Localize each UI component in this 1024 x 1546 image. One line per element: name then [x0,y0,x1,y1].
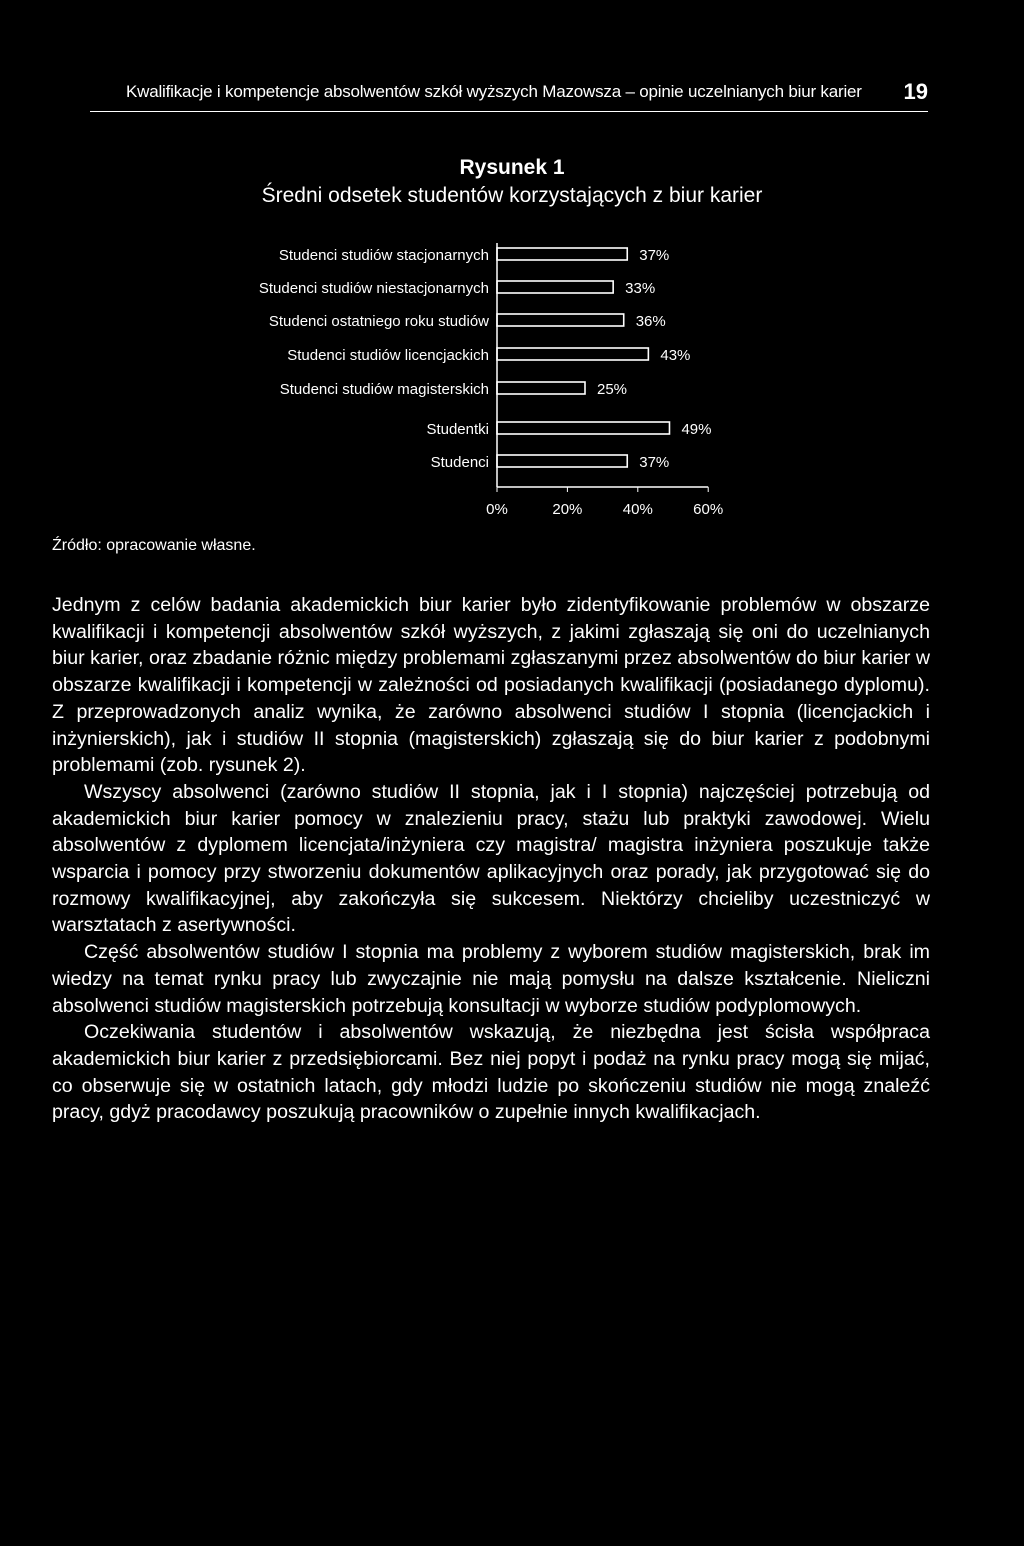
bar-chart [0,0,1024,560]
data-label: 37% [639,247,670,264]
x-tick-label: 60% [693,501,724,518]
page-number: 19 [903,79,928,104]
paragraph: Wszyscy absolwenci (zarówno studiów II stopnia, jak i I stopnia) najczęściej potrzebują od akademickich biur karier pomocy w znalezieniu pracy, stażu lub praktyki zawodowej. Wielu absolwentów z dyplomem licencjata/inżyniera czy magistra/ magistra inżyniera poszukuje także wsparcia i pomocy przy stworzeniu dokumentów aplikacyjnych oraz porady, jak przygotować się do rozmowy kwalifikacyjnej, aby zakończyła się sukcesem. Niektórzy chcieliby uczestniczyć w warsztatach z asertywności. [52,780,930,937]
figure-source: Źródło: opracowanie własne. [52,537,256,554]
data-label: 33% [625,280,656,297]
category-label: Studentki [426,421,489,438]
bar [497,248,627,260]
data-label: 43% [660,347,691,364]
category-label: Studenci studiów licencjackich [287,347,489,364]
body-text [52,592,930,1126]
data-label: 36% [635,313,666,330]
data-label: 37% [639,454,670,471]
category-label: Studenci ostatniego roku studiów [268,313,489,330]
x-tick-label: 20% [552,501,583,518]
figure-label: Rysunek 1 [459,156,565,179]
category-label: Studenci studiów niestacjonarnych [258,280,489,297]
bar [497,455,627,467]
category-label: Studenci studiów stacjonarnych [278,247,489,264]
bar [497,314,624,326]
bar [497,422,669,434]
paragraph: Część absolwentów studiów I stopnia ma problemy z wyborem studiów magisterskich, brak im wiedzy na temat rynku pracy lub zwyczajnie nie mają pomysłu na dalsze kształcenie. Nieliczni absolwenci studiów magisterskich potrzebują konsultacji w wyborze studiów podyplomowych. [52,941,930,1017]
running-title: Kwalifikacje i kompetencje absolwentów szkół wyższych Mazowsza – opinie uczelnianych biur karier [126,82,862,101]
data-label: 49% [681,421,712,438]
x-tick-label: 40% [622,501,653,518]
bar [497,382,585,394]
category-label: Studenci [430,454,489,471]
category-label: Studenci studiów magisterskich [279,381,489,398]
figure-title: Średni odsetek studentów korzystających z biur karier [261,184,763,207]
paragraph: Oczekiwania studentów i absolwentów wskazują, że niezbędna jest ścisła współpraca akademickich biur karier z przedsiębiorcami. Bez niej popyt i podaż na rynku pracy mogą się mijać, co obserwuje się w ostatnich latach, gdy młodzi ludzie po skończeniu studiów nie mogą znaleźć pracy, gdyż pracodawcy poszukują pracowników o zupełnie innych kwalifikacjach. [52,1021,930,1124]
paragraph: Jednym z celów badania akademickich biur karier było zidentyfikowanie problemów w obszarze kwalifikacji i kompetencji absolwentów szkół wyższych, z jakimi zgłaszają się oni do uczelnianych biur karier, oraz zbadanie różnic między problemami zgłaszanymi przez absolwentów do biur karier w obszarze kwalifikacji i kompetencji w zależności od posiadanych kwalifikacji (posiadanego dyplomu). Z przeprowadzonych analiz wynika, że zarówno absolwenci studiów I stopnia (licencjackich i inżynierskich), jak i studiów II stopnia (magisterskich) zgłaszają się do biur karier z podobnymi problemami (zob. rysunek 2). [52,594,930,777]
x-tick-label: 0% [486,501,508,518]
bar [497,348,648,360]
data-label: 25% [597,381,628,398]
bar [497,281,613,293]
